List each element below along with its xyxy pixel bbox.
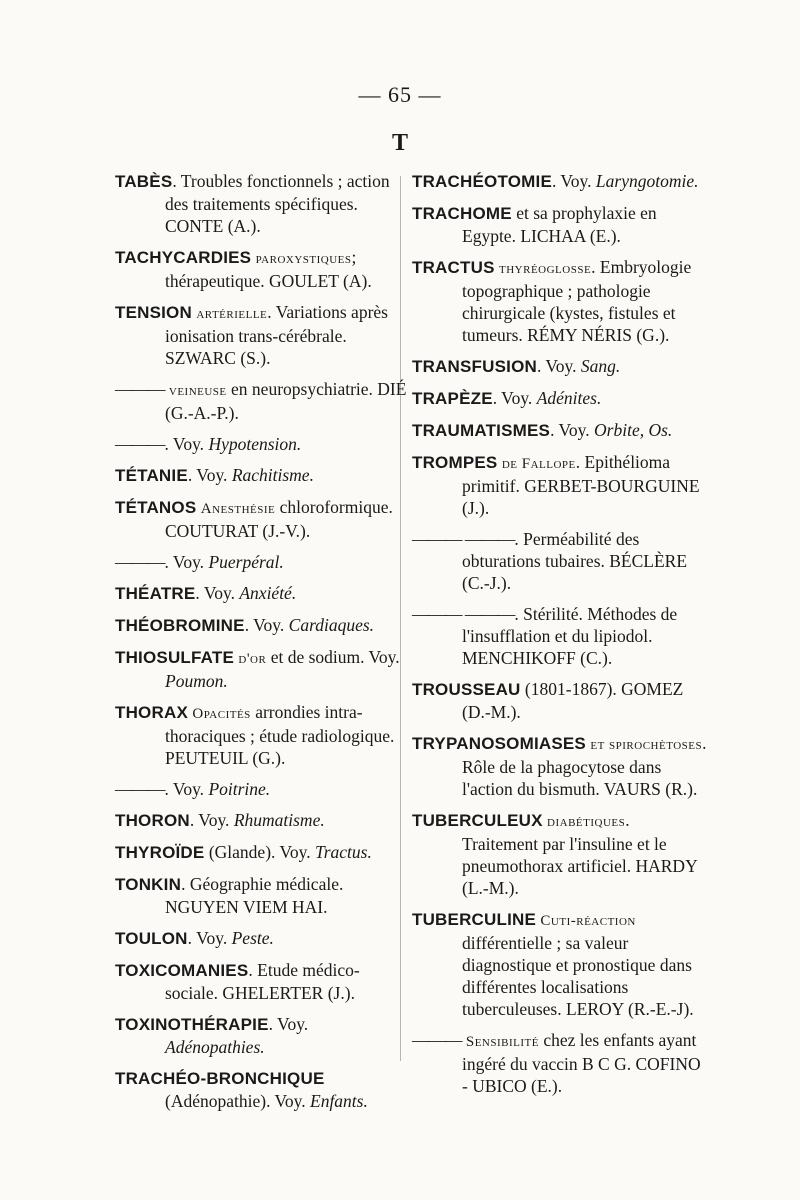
entry-reference: Sang. [580, 356, 621, 376]
entry-reference: Orbite, Os. [594, 420, 673, 440]
index-entry [115, 496, 410, 542]
entry-heading: TROUSSEAU [412, 680, 521, 699]
entry-text: . Voy. [244, 615, 285, 635]
index-entry [115, 246, 410, 292]
entry-heading: TRACHÉO-BRONCHIQUE [115, 1069, 325, 1088]
entry-text: . Voy. [536, 356, 577, 376]
entry-text: . Troubles fonctionnels ; action des traitements spécifiques. CONTE (A.). [165, 171, 390, 236]
entry-text: . Embryologie topographique ; pathologie chirurgicale (kystes, fistules et tumeurs. RÉMY NÉRIS (G.). [462, 257, 692, 345]
entry-text: ; thérapeutique. GOULET (A). [165, 247, 372, 291]
entry-heading: TUBERCULINE [412, 910, 537, 929]
entry-subheading: Sensibilité [465, 1034, 539, 1050]
index-entry [412, 202, 707, 247]
index-entry [115, 646, 410, 692]
index-entry [115, 614, 410, 637]
entry-reference: Enfants. [310, 1091, 368, 1111]
entry-text: différentielle ; sa valeur diagnostique et pronostique dans différentes localisations tuberculeuses. LEROY (R.-E.-J). [462, 933, 694, 1019]
entry-text: . Voy. [187, 928, 228, 948]
entry-text: . Voy. [189, 810, 230, 830]
entry-heading: TRACHÉOTOMIE [412, 172, 552, 191]
index-entry [412, 809, 707, 899]
entry-heading: ——— [115, 434, 165, 454]
section-letter: T [391, 130, 408, 156]
entry-heading: TOXINOTHÉRAPIE [115, 1015, 269, 1034]
entry-heading: TRACTUS [412, 258, 495, 277]
entry-text: . Traitement par l'insuline et le pneumothorax artificiel. HARDY (L.-M.). [462, 810, 698, 898]
entry-heading: THORAX [115, 703, 188, 722]
entry-reference: Rachitisme. [231, 465, 314, 485]
index-entry [115, 170, 410, 237]
entry-heading: THORON [115, 811, 190, 830]
entry-heading: TABÈS [115, 172, 173, 191]
entry-heading: TRAUMATISMES [412, 421, 551, 440]
index-entry [115, 873, 410, 918]
entry-text: . Variations après ionisation trans-cérébrale. SZWARC (S.). [165, 302, 388, 368]
entry-reference: Poitrine. [208, 779, 271, 799]
entry-reference: Poumon. [165, 671, 228, 691]
entry-heading: ——— ——— [412, 604, 515, 624]
entry-heading: TOULON [115, 929, 188, 948]
entry-text: . Voy. [551, 171, 592, 191]
index-entry [115, 701, 410, 769]
entry-heading: TROMPES [412, 453, 498, 472]
index-entry [412, 451, 707, 519]
index-entry [115, 551, 410, 573]
entry-text: . Epithélioma primitif. GERBET-BOURGUINE (J.). [462, 452, 700, 518]
entry-text: et de sodium. Voy. [270, 647, 400, 667]
entry-heading: TOXICOMANIES [115, 961, 249, 980]
entry-text: . Voy. [164, 434, 205, 454]
entry-heading: THÉATRE [115, 584, 196, 603]
entry-subheading: de Fallope [501, 456, 576, 472]
entry-heading: TONKIN [115, 875, 182, 894]
entry-heading: TRANSFUSION [412, 357, 537, 376]
index-entry [115, 809, 410, 832]
entry-subheading: d'or [238, 651, 267, 667]
entry-heading: ——— [115, 379, 165, 399]
page-number: — 65 — [358, 82, 442, 107]
index-entry [115, 464, 410, 487]
index-entry [115, 301, 410, 369]
entry-heading: TRYPANOSOMIASES [412, 734, 586, 753]
index-entry [115, 927, 410, 950]
entry-heading: TÉTANOS [115, 498, 197, 517]
index-entry [115, 841, 410, 864]
entry-heading: ——— [412, 1030, 462, 1050]
entry-reference: Peste. [231, 928, 274, 948]
index-entry [412, 603, 707, 669]
entry-text: . Voy. [268, 1014, 309, 1034]
entry-reference: Adénites. [536, 388, 602, 408]
entry-text: (1801-1867). GOMEZ (D.-M.). [462, 679, 684, 722]
entry-text: . Rôle de la phagocytose dans l'action du bismuth. VAURS (R.). [462, 733, 707, 799]
entry-heading: THYROÏDE [115, 843, 205, 862]
entry-text: et sa prophylaxie en Egypte. LICHAA (E.). [462, 203, 657, 246]
entry-subheading: thyréoglosse [499, 261, 592, 277]
entry-text: arrondies intra-thoraciques ; étude radiologique. PEUTEUIL (G.). [165, 702, 395, 768]
entry-reference: Tractus. [314, 842, 372, 862]
entry-text: . Voy. [187, 465, 228, 485]
entry-subheading: diabétiques [547, 814, 626, 830]
entry-reference: Cardiaques. [288, 615, 375, 635]
entry-heading: TRAPÈZE [412, 389, 493, 408]
entry-reference: Anxiété. [239, 583, 297, 603]
right-column [412, 170, 707, 1106]
entry-text: chez les enfants ayant ingéré du vaccin B C G. COFINO - UBICO (E.). [462, 1030, 701, 1096]
index-entry [412, 170, 707, 193]
entry-heading: ——— ——— [412, 529, 515, 549]
entry-text: . Perméabilité des obturations tubaires. BÉCLÈRE (C.-J.). [462, 529, 688, 593]
entry-subheading: Anesthésie [200, 501, 276, 517]
entry-heading: THIOSULFATE [115, 648, 234, 667]
entry-reference: Rhumatisme. [233, 810, 325, 830]
entry-heading: TRACHOME [412, 204, 512, 223]
index-entry [115, 778, 410, 800]
entry-subheading: artérielle [196, 306, 268, 322]
entry-text: (Adénopathie). Voy. [165, 1091, 306, 1111]
entry-text: en neuropsychiatrie. DIÉ (G.-A.-P.). [165, 379, 407, 423]
entry-heading: ——— [115, 552, 165, 572]
entry-subheading: Cuti-réaction [540, 913, 636, 929]
left-column [115, 170, 410, 1121]
entry-subheading: Opacités [192, 706, 251, 722]
entry-subheading: veineuse [168, 383, 227, 399]
entry-text: . Voy. [164, 779, 205, 799]
index-entry [412, 908, 707, 1020]
index-entry [412, 419, 707, 442]
index-entry [115, 1013, 410, 1058]
entry-text: . Voy. [164, 552, 205, 572]
index-entry [412, 528, 707, 594]
entry-heading: TENSION [115, 303, 192, 322]
entry-subheading: paroxystiques [255, 251, 352, 267]
entry-reference: Hypotension. [208, 434, 302, 454]
entry-text: . Stérilité. Méthodes de l'insufflation et du lipiodol. MENCHIKOFF (C.). [462, 604, 678, 668]
index-entry [412, 732, 707, 800]
index-entry [115, 959, 410, 1004]
index-entry [412, 256, 707, 346]
entry-reference: Puerpéral. [208, 552, 284, 572]
entry-heading: TACHYCARDIES [115, 248, 252, 267]
index-entry [412, 355, 707, 378]
entry-reference: Laryngotomie. [595, 171, 699, 191]
entry-text: . Voy. [550, 420, 590, 440]
index-entry [412, 387, 707, 410]
entry-text: . Voy. [492, 388, 533, 408]
entry-text: . Voy. [195, 583, 235, 603]
index-entry [115, 433, 410, 455]
entry-reference: Adénopathies. [165, 1037, 265, 1057]
entry-text: . Etude médico-sociale. GHELERTER (J.). [165, 960, 360, 1003]
entry-text: (Glande). Voy. [208, 842, 311, 862]
index-entry [412, 678, 707, 723]
index-entry [115, 1067, 410, 1112]
index-entry [412, 1029, 707, 1097]
entry-heading: TUBERCULEUX [412, 811, 543, 830]
entry-text: chloroformique. COUTURAT (J.-V.). [165, 497, 393, 541]
index-entry [115, 378, 410, 424]
entry-heading: TÉTANIE [115, 466, 188, 485]
index-entry [115, 582, 410, 605]
entry-heading: ——— [115, 779, 165, 799]
entry-subheading: et spirochètoses [590, 737, 703, 753]
entry-text: . Géographie médicale. NGUYEN VIEM HAI. [165, 874, 344, 917]
entry-heading: THÉOBROMINE [115, 616, 245, 635]
